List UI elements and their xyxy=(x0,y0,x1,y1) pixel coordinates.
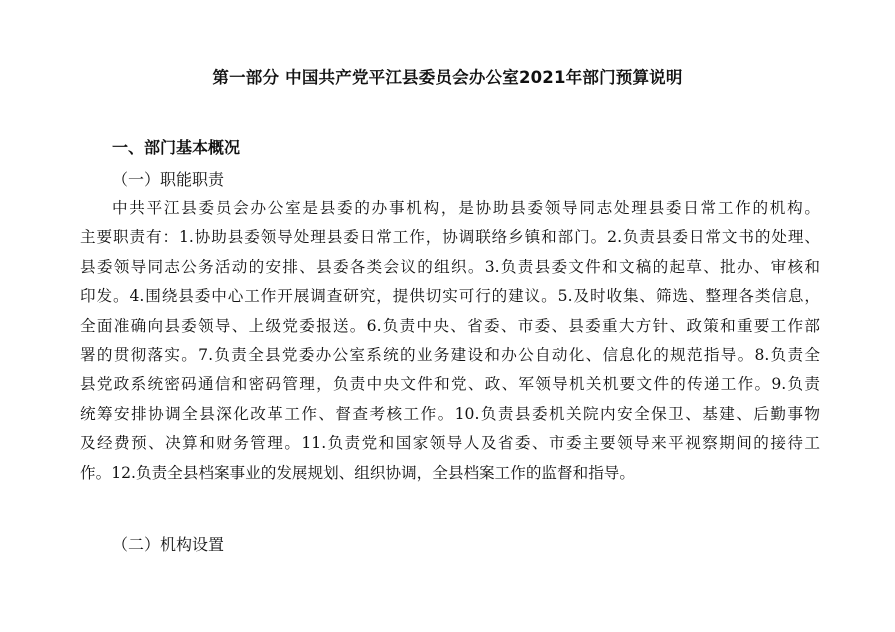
paragraph-line: 印发。4.围绕县委中心工作开展调查研究，提供切实可行的建议。5.及时收集、筛选、整理各类信息， xyxy=(80,287,820,306)
paragraph-line: 统筹安排协调全县深化改革工作、督查考核工作。10.负责县委机关院内安全保卫、基建、后勤事物 xyxy=(80,404,820,423)
functions-paragraph xyxy=(80,194,820,488)
paragraph-line: 署的贯彻落实。7.负责全县党委办公室系统的业务建设和办公自动化、信息化的规范指导。8.负责全 xyxy=(80,345,820,364)
document-title: 第一部分 中国共产党平江县委员会办公室2021年部门预算说明 xyxy=(212,68,683,87)
subsection-heading-organization: （二）机构设置 xyxy=(112,535,225,554)
paragraph-line: 县党政系统密码通信和密码管理，负责中央文件和党、政、军领导机关机要文件的传递工作。9.负责 xyxy=(80,375,820,394)
paragraph-line: 全面准确向县委领导、上级党委报送。6.负责中央、省委、市委、县委重大方针、政策和重要工作部 xyxy=(80,316,820,335)
paragraph-line: 县委领导同志公务活动的安排、县委各类会议的组织。3.负责县委文件和文稿的起草、批办、审核和 xyxy=(80,257,820,276)
paragraph-line: 及经费预、决算和财务管理。11.负责党和国家领导人及省委、市委主要领导来平视察期间的接待工 xyxy=(80,434,820,453)
paragraph-line: 主要职责有：1.协助县委领导处理县委日常工作，协调联络乡镇和部门。2.负责县委日常文书的处理、 xyxy=(80,228,820,247)
paragraph-line: 作。12.负责全县档案事业的发展规划、组织协调，全县档案工作的监督和指导。 xyxy=(80,463,635,482)
subsection-heading-functions: （一）职能职责 xyxy=(112,170,225,189)
paragraph-line: 中共平江县委员会办公室是县委的办事机构，是协助县委领导同志处理县委日常工作的机构。 xyxy=(112,199,820,217)
section-heading-basic-overview: 一、部门基本概况 xyxy=(112,138,241,157)
